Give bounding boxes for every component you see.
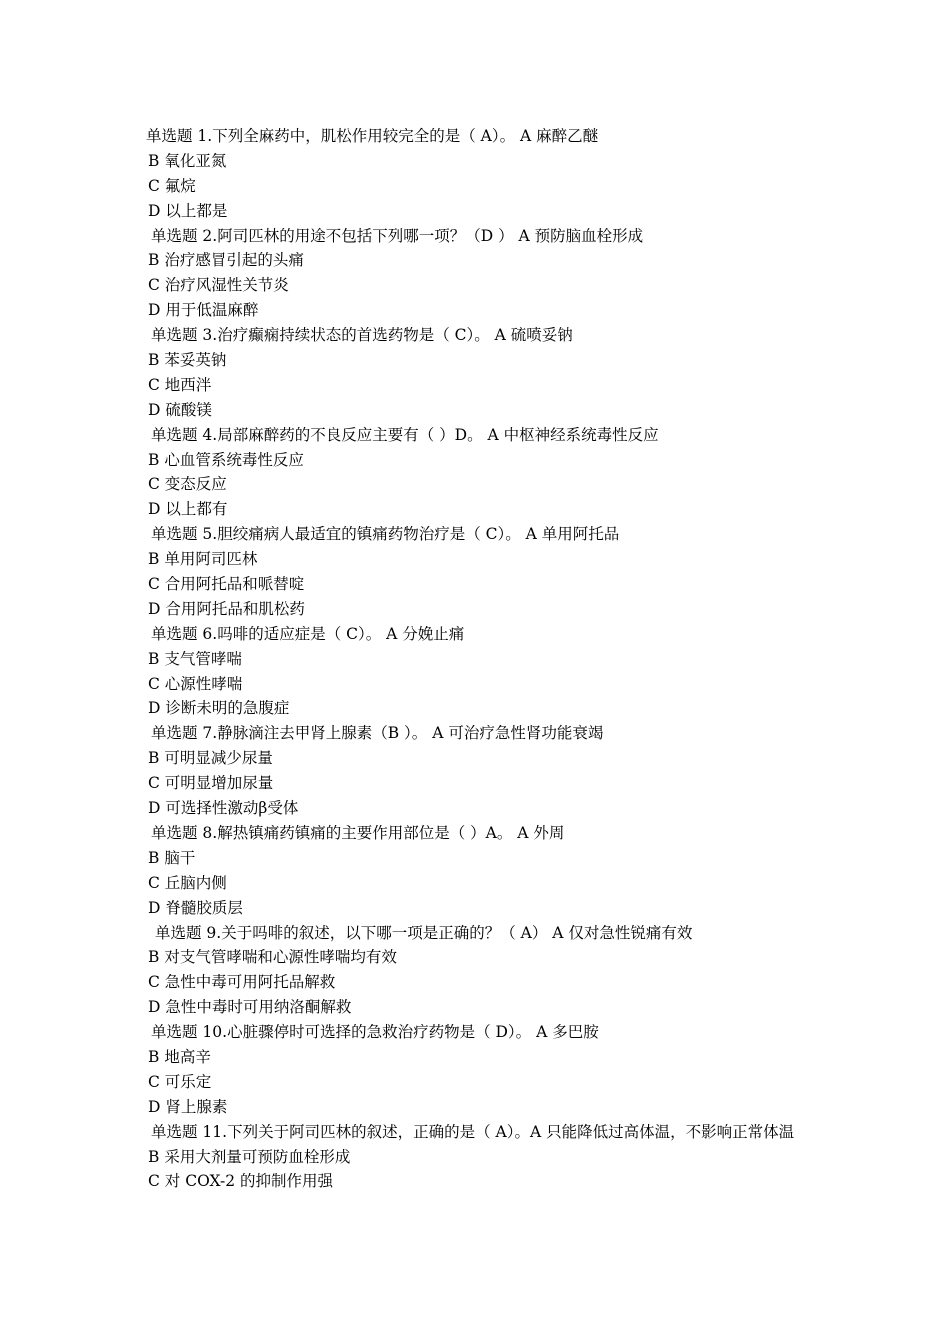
answer-option: C 合用阿托品和哌替啶	[148, 575, 305, 594]
answer-option: B 支气管哮喘	[148, 649, 242, 668]
answer-option: D 肾上腺素	[148, 1097, 228, 1116]
answer-option: D 急性中毒时可用纳洛酮解救	[148, 998, 352, 1017]
answer-option: B 地高辛	[148, 1047, 211, 1066]
question-stem: 单选题 10.心脏骤停时可选择的急救治疗药物是（ D）。 A 多巴胺	[151, 1023, 599, 1042]
question-stem: 单选题 6.吗啡的适应症是（ C）。 A 分娩止痛	[151, 624, 465, 643]
answer-option: B 单用阿司匹林	[148, 550, 258, 569]
question-stem: 单选题 7.静脉滴注去甲肾上腺素（B ）。 A 可治疗急性肾功能衰竭	[151, 724, 604, 743]
answer-option: B 氧化亚氮	[148, 151, 227, 170]
answer-option: B 对支气管哮喘和心源性哮喘均有效	[148, 948, 397, 967]
answer-option: C 治疗风湿性关节炎	[148, 276, 289, 295]
answer-option: B 可明显减少尿量	[148, 749, 273, 768]
answer-option: D 用于低温麻醉	[148, 301, 259, 320]
answer-option: D 脊髓胶质层	[148, 898, 243, 917]
answer-option: B 治疗感冒引起的头痛	[148, 251, 304, 270]
answer-option: C 可乐定	[148, 1072, 212, 1091]
answer-option: D 诊断未明的急腹症	[148, 699, 290, 718]
answer-option: B 苯妥英钠	[148, 351, 227, 370]
answer-option: D 硫酸镁	[148, 400, 212, 419]
answer-option: C 对 COX-2 的抑制作用强	[148, 1172, 334, 1191]
answer-option: C 急性中毒可用阿托品解救	[148, 973, 336, 992]
answer-option: D 以上都是	[148, 201, 228, 220]
answer-option: C 丘脑内侧	[148, 873, 227, 892]
answer-option: C 变态反应	[148, 475, 227, 494]
answer-option: D 可选择性激动β受体	[148, 799, 299, 818]
answer-option: B 脑干	[148, 848, 196, 867]
question-stem: 单选题 5.胆绞痛病人最适宜的镇痛药物治疗是（ C）。 A 单用阿托品	[151, 525, 620, 544]
question-list	[146, 124, 816, 1194]
question-stem: 单选题 2.阿司匹林的用途不包括下列哪一项？（D ） A 预防脑血栓形成	[151, 226, 644, 245]
question-stem: 单选题 11.下列关于阿司匹林的叙述，正确的是（ A）。A 只能降低过高体温，不影响正常体温	[151, 1122, 795, 1141]
answer-option: C 地西泮	[148, 375, 212, 394]
answer-option: C 氟烷	[148, 176, 196, 195]
answer-option: B 采用大剂量可预防血栓形成	[148, 1147, 351, 1166]
answer-option: C 可明显增加尿量	[148, 774, 274, 793]
question-stem: 单选题 4.局部麻醉药的不良反应主要有（ ）D。 A 中枢神经系统毒性反应	[151, 425, 659, 444]
question-stem: 单选题 8.解热镇痛药镇痛的主要作用部位是（ ）A。 A 外周	[151, 823, 565, 842]
question-stem: 单选题 1.下列全麻药中，肌松作用较完全的是（ A）。 A 麻醉乙醚	[146, 127, 599, 145]
answer-option: B 心血管系统毒性反应	[148, 450, 304, 469]
answer-option: D 合用阿托品和肌松药	[148, 599, 305, 618]
answer-option: C 心源性哮喘	[148, 674, 243, 693]
question-stem: 单选题 9.关于吗啡的叙述，以下哪一项是正确的？（ A） A 仅对急性锐痛有效	[155, 923, 693, 942]
answer-option: D 以上都有	[148, 500, 228, 519]
question-stem: 单选题 3.治疗癫痫持续状态的首选药物是（ C）。 A 硫喷妥钠	[151, 326, 573, 345]
